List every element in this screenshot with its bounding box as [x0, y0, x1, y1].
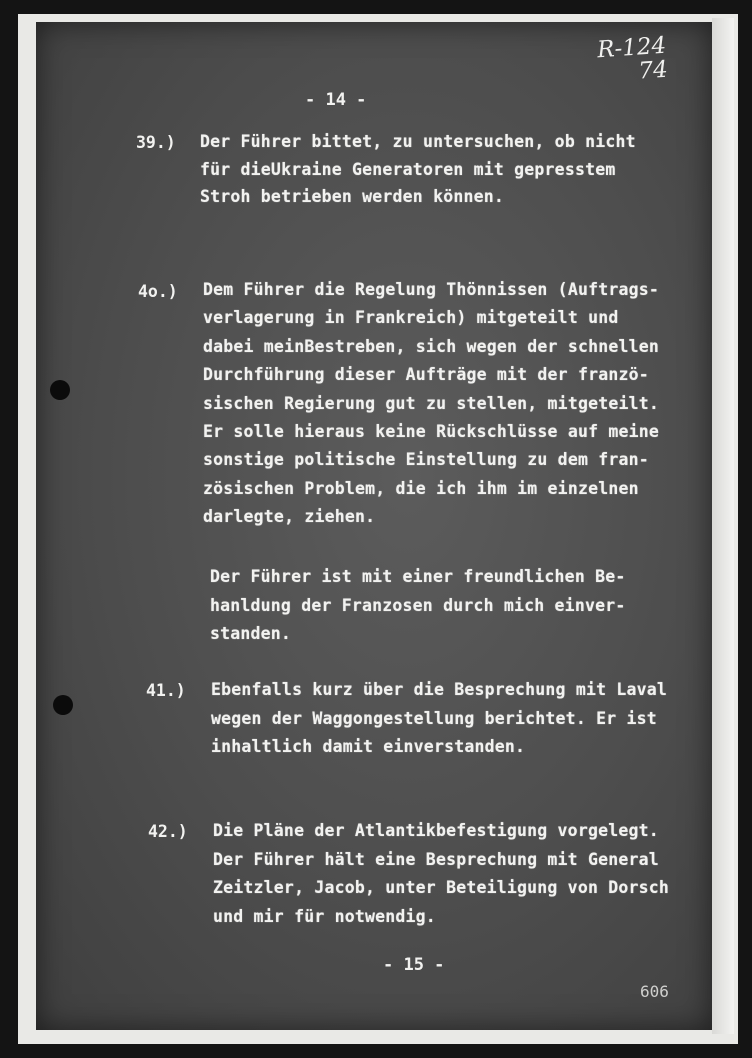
line: sischen Regierung gut zu stellen, mitgeteilt. — [203, 393, 660, 413]
line: Der Führer ist mit einer freundlichen Be- — [210, 567, 626, 586]
line: standen. — [210, 624, 292, 643]
line: verlagerung in Frankreich) mitgeteilt und — [203, 308, 619, 328]
line: Die Pläne der Atlantikbefestigung vorgelegt. — [213, 821, 659, 840]
punch-hole-top — [50, 380, 70, 400]
line: Der Führer hält eine Besprechung mit General — [213, 849, 659, 869]
line: zösischen Problem, die ich ihm im einzelnen — [203, 478, 639, 498]
item-41-text — [211, 676, 667, 762]
item-41-number: 41.) — [146, 681, 186, 700]
item-40-followup-text — [210, 563, 626, 649]
line: Dem Führer die Regelung Thönnissen (Auftrags- — [203, 280, 660, 299]
item-42-text — [213, 817, 669, 931]
paper-edge-strip — [712, 18, 734, 1034]
line: Durchführung dieser Aufträge mit der franzö- — [203, 365, 649, 385]
item-40-text — [203, 276, 659, 532]
item-40-number: 4o.) — [138, 282, 178, 301]
line: hanldung der Franzosen durch mich einver- — [210, 595, 626, 615]
line: dabei meinBestreben, sich wegen der schnellen — [203, 336, 660, 356]
line: Der Führer bittet, zu untersuchen, ob nicht — [200, 132, 636, 151]
punch-hole-bottom — [53, 695, 73, 715]
line: Er solle hieraus keine Rückschlüsse auf meine — [203, 422, 660, 442]
line: Ebenfalls kurz über die Besprechung mit Laval — [211, 680, 668, 699]
archive-reference-handwritten — [596, 34, 668, 87]
line: sonstige politische Einstellung zu dem fran- — [203, 450, 649, 470]
archive-stamp-number: 606 — [640, 982, 669, 1001]
line: wegen der Waggongestellung berichtet. Er ist — [211, 708, 657, 728]
line: und mir für notwendig. — [213, 906, 436, 926]
line: Zeitzler, Jacob, unter Beteiligung von Dorsch — [213, 878, 670, 897]
line: inhaltlich damit einverstanden. — [211, 737, 526, 756]
line: für dieUkraine Generatoren mit gepresstem — [200, 159, 616, 179]
item-42-number: 42.) — [148, 822, 188, 841]
line: Stroh betrieben werden können. — [200, 187, 505, 206]
archive-ref-line-1: R-124 — [596, 32, 667, 64]
item-39-number: 39.) — [136, 133, 176, 152]
item-39-text — [200, 128, 636, 211]
line: darlegte, ziehen. — [203, 507, 376, 527]
page-header-number: - 14 - — [305, 90, 367, 110]
page-footer-next-number: - 15 - — [383, 955, 445, 975]
archive-ref-line-2: 74 — [637, 56, 669, 85]
